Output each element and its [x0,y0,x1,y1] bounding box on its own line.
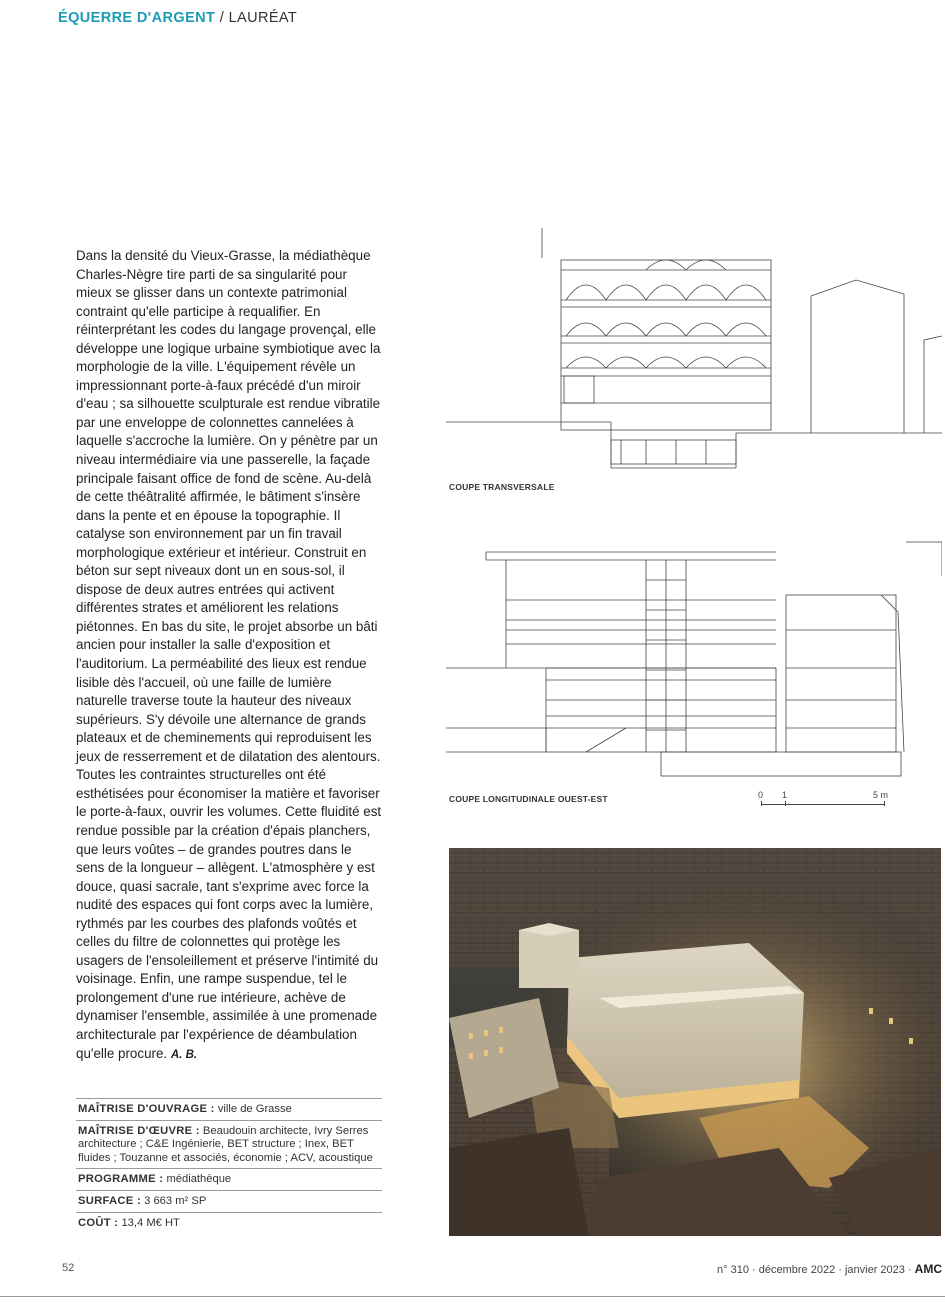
scale-label-zero: 0 [758,790,764,800]
scale-line [761,804,885,805]
credit-label: SURFACE : [78,1194,141,1207]
credit-row-architects [76,1120,382,1169]
caption-longitudinal-section: COUPE LONGITUDINALE OUEST-EST [449,794,608,804]
section-category: LAURÉAT [228,10,298,26]
magazine-name: AMC [914,1262,942,1276]
scale-label-one: 1 [782,790,788,800]
issue-info [717,1262,942,1276]
credit-label: MAÎTRISE D'OUVRAGE : [78,1103,215,1115]
longitudinal-section-drawing [446,540,942,778]
scale-tick [785,801,786,806]
section-title: ÉQUERRE D'ARGENT [58,10,216,26]
credit-value: médiathèque [166,1173,232,1186]
credit-label: PROGRAMME : [78,1173,164,1186]
page-number: 52 [62,1262,75,1274]
credit-row-cost [76,1212,382,1234]
article-body [76,247,382,1064]
author-signature: A. B. [170,1048,198,1061]
credit-row-program [76,1168,382,1190]
credit-label: MAÎTRISE D'ŒUVRE : [78,1124,200,1137]
credit-row-surface [76,1190,382,1212]
credit-label: COÛT : [78,1216,119,1229]
scale-tick [884,801,885,806]
section-header [58,10,297,26]
scale-bar [758,790,890,812]
caption-transversal-section: COUPE TRANSVERSALE [449,482,555,492]
credit-value: 3 663 m² SP [144,1194,207,1207]
scale-tick [761,801,762,806]
credit-row-client [76,1098,382,1120]
page-edge-line [0,1296,945,1297]
credit-value: 13,4 M€ HT [121,1216,180,1229]
aerial-night-photo [449,848,941,1236]
scale-label-five: 5 m [873,790,889,800]
credit-value: Beaudouin architecte, Ivry Serres architecture ; C&E Ingénierie, BET structure ; Inex, BET fluides ; Touzanne et associés, économie ; ACV, acoustique [78,1124,373,1164]
article-paragraph: Dans la densité du Vieux-Grasse, la médiathèque Charles-Nègre tire parti de sa singularité pour mieux se glisser dans un contexte patrimonial contraint qu'elle participe à requalifier. En réinterprétant les codes du langage provençal, elle développe une logique urbaine symbiotique avec la morphologie de la ville. L'équipement révèle un impressionnant porte-à-faux précédé d'un miroir d'eau ; sa silhouette sculpturale est rendue vibratile par une enveloppe de colonnettes cannelées à laquelle s'accroche la lumière. On y pénètre par un niveau intermédiaire via une passerelle, la façade principale faisant office de fond de scène. Au-delà de cette théâtralité affirmée, le bâtiment s'insère dans la pente et en épouse la topographie. Il catalyse son environnement par un fin travail morphologique extérieur et intérieur. Construit en béton sur sept niveaux dont un en sous-sol, il dispose de deux autres entrées qui activent différentes strates et améliorent les relations piétonnes. En bas du site, le projet absorbe un bâti ancien pour installer la salle d'exposition et l'auditorium. La perméabilité des lieux est rendue lisible dès l'accueil, où une faille de lumière naturelle traverse toute la hauteur des niveaux supérieurs. S'y dévoile une alternance de grands plateaux et de cheminements qui reproduisent les jeux de resserrement et de dilatation des alentours. Toutes les contraintes structurelles ont été esthétisées pour économiser la matière et favoriser le porte-à-faux, ouvrir les volumes. Cette fluidité est rendue possible par la création d'épais planchers, que leurs voûtes – de grandes poutres dans le sens de la longueur – allègent. L'atmosphère y est douce, quasi sacrale, tant s'exprime avec force la nudité des espaces qui font corps avec la lumière, rythmés par les courbes des plafonds voûtés et celles du filtre de colonnettes qui protège les usagers de l'ensoleillement et préserve l'intimité du voisinage. Enfin, une rampe suspendue, tel le prolongement d'une rue intérieure, achève de dynamiser l'ensemble, assimilée à une promenade architecturale par l'expérience de déambulation qu'elle procure. [76,248,382,1061]
credit-value: ville de Grasse [217,1103,292,1115]
header-separator: / [215,10,229,26]
issue-date: n° 310 · décembre 2022 · janvier 2023 · [717,1264,915,1276]
transversal-section-drawing [446,228,942,473]
project-credits [76,1098,382,1233]
